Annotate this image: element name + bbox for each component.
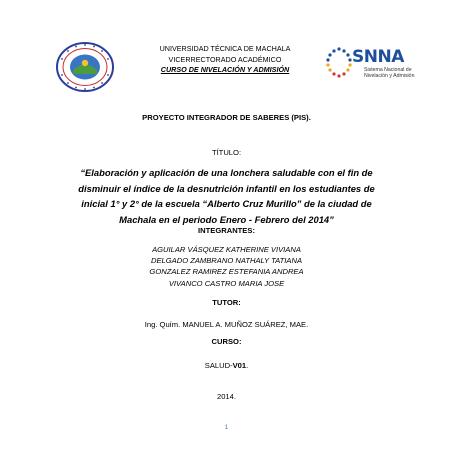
course-label: CURSO: xyxy=(211,337,242,346)
utmach-seal-icon xyxy=(54,40,116,94)
document-title xyxy=(60,165,393,227)
members-list xyxy=(0,244,453,289)
member-name: AGUILAR VÁSQUEZ KATHERINE VIVIANA xyxy=(152,245,301,254)
snna-subtitle: Sistema Nacional de Nivelación y Admisión xyxy=(364,67,415,79)
tutor-label: TUTOR: xyxy=(212,298,241,307)
snna-wordmark: SNNA xyxy=(352,47,404,67)
title-line: inicial 1° y 2° de la escuela “Alberto Cruz Murillo” de la ciudad de xyxy=(81,198,372,209)
title-line: Machala en el periodo Enero - Febrero del 2014” xyxy=(119,213,334,225)
institution-heading xyxy=(130,44,320,76)
year: 2014. xyxy=(216,392,236,401)
title-line: “Elaboración y aplicación de una lonchera saludable con el fin de xyxy=(80,167,373,178)
tutor-name: Ing. Quím. MANUEL A. MUÑOZ SUÁREZ, MAE. xyxy=(144,320,309,329)
project-heading: PROYECTO INTEGRADOR DE SABERES (PIS). xyxy=(142,113,311,122)
course-value: SALUD-V01. xyxy=(204,361,249,370)
course-admission-heading: CURSO DE NIVELACIÓN Y ADMISIÓN xyxy=(160,65,290,74)
members-label: INTEGRANTES: xyxy=(198,226,255,235)
member-name: GONZALEZ RAMIREZ ESTEFANIA ANDREA xyxy=(149,267,304,277)
member-name: DELGADO ZAMBRANO NATHALY TATIANA xyxy=(150,256,303,266)
vice-rectorate: VICERRECTORADO ACADÉMICO xyxy=(168,54,282,64)
snna-logo-icon xyxy=(324,44,416,84)
title-line: disminuir el índice de la desnutrición infantil en los estudiantes de xyxy=(78,182,375,194)
university-name: UNIVERSIDAD TÉCNICA DE MACHALA xyxy=(159,44,291,53)
page-number: 1 xyxy=(224,425,229,431)
member-name: VIVANCO CASTRO MARIA JOSE xyxy=(168,278,285,288)
title-label: TÍTULO: xyxy=(211,148,242,157)
